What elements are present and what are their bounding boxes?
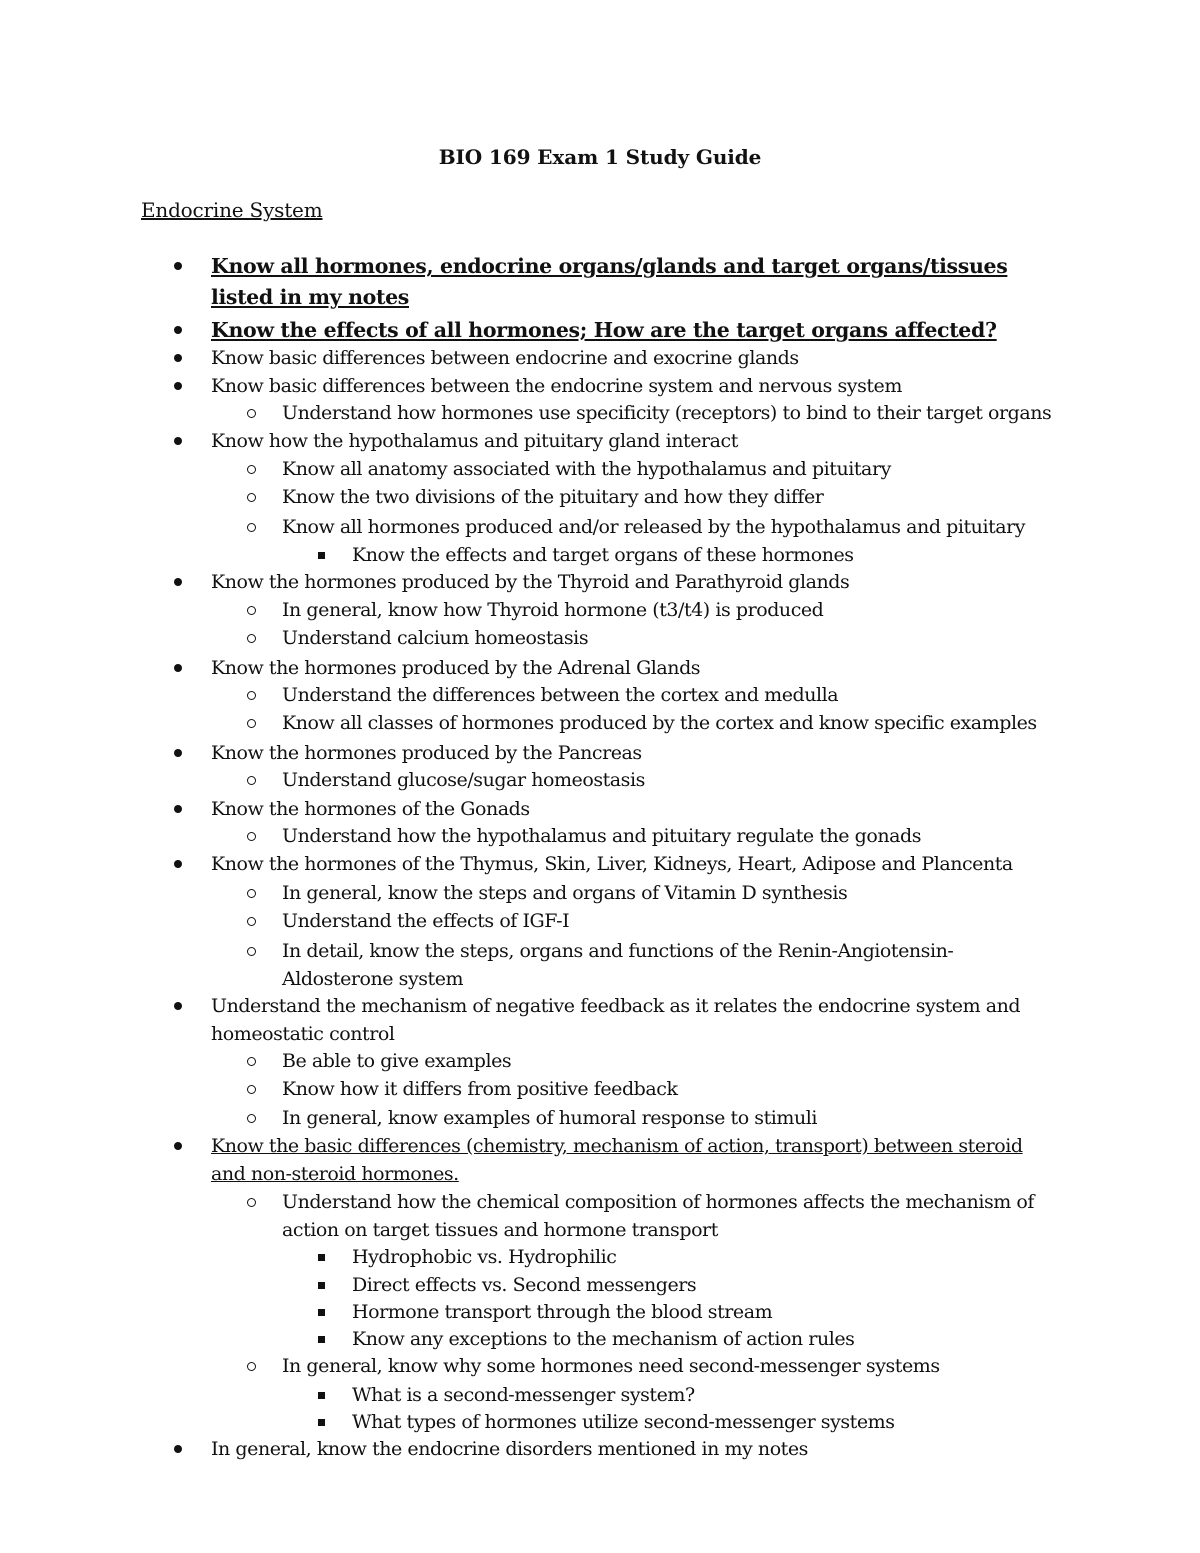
bullet-dot-icon [174, 664, 182, 672]
bullet-circle-icon [247, 493, 256, 502]
bullet-dot-icon [174, 1142, 182, 1150]
outline-item-level-3: Direct effects vs. Second messengers [352, 1274, 697, 1296]
bullet-dot-icon [174, 354, 182, 362]
outline-item-level-1: Know the hormones of the Thymus, Skin, Liver, Kidneys, Heart, Adipose and Plancenta [211, 853, 1013, 875]
outline-item-level-2: Understand the differences between the cortex and medulla [282, 684, 839, 706]
bullet-circle-icon [247, 917, 256, 926]
outline-item-level-2: In detail, know the steps, organs and functions of the Renin-Angiotensin- [282, 940, 954, 962]
outline-item-level-1: Know the hormones produced by the Adrenal Glands [211, 657, 701, 679]
bullet-dot-icon [174, 382, 182, 390]
bullet-dot-icon [174, 437, 182, 445]
bullet-circle-icon [247, 719, 256, 728]
bullet-square-icon [318, 1309, 325, 1316]
bullet-circle-icon [247, 409, 256, 418]
bullet-square-icon [318, 1336, 325, 1343]
outline-item-level-2: In general, know why some hormones need second-messenger systems [282, 1355, 940, 1377]
outline-item-level-2: In general, know examples of humoral response to stimuli [282, 1107, 818, 1129]
outline-item-level-1: Know basic differences between endocrine and exocrine glands [211, 347, 799, 369]
outline-item-level-2: Understand glucose/sugar homeostasis [282, 769, 645, 791]
outline-item-level-1: Know the hormones produced by the Pancreas [211, 742, 642, 764]
bullet-dot-icon [174, 1002, 182, 1010]
bullet-circle-icon [247, 606, 256, 615]
bullet-circle-icon [247, 1057, 256, 1066]
bullet-dot-icon [174, 805, 182, 813]
outline-item-level-2: action on target tissues and hormone transport [282, 1219, 718, 1241]
bullet-dot-icon [174, 262, 182, 270]
bullet-circle-icon [247, 889, 256, 898]
outline-item-level-3: What is a second-messenger system? [352, 1384, 695, 1406]
outline-item-level-2: In general, know how Thyroid hormone (t3/t4) is produced [282, 599, 824, 621]
document-title: BIO 169 Exam 1 Study Guide [438, 145, 762, 169]
outline-item-level-2: Know how it differs from positive feedback [282, 1078, 678, 1100]
outline-item-level-2: Understand how the chemical composition of hormones affects the mechanism of [282, 1191, 1034, 1213]
bullet-dot-icon [174, 860, 182, 868]
outline-item-level-1: homeostatic control [211, 1023, 395, 1045]
outline-item-level-3: Know the effects and target organs of these hormones [352, 544, 854, 566]
outline-item-level-2: Know all hormones produced and/or released by the hypothalamus and pituitary [282, 516, 1026, 538]
bullet-circle-icon [247, 947, 256, 956]
bullet-circle-icon [247, 1198, 256, 1207]
outline-item-level-1: In general, know the endocrine disorders mentioned in my notes [211, 1438, 808, 1460]
outline-item-level-2: Aldosterone system [282, 968, 464, 990]
outline-item-level-3: What types of hormones utilize second-messenger systems [352, 1411, 895, 1433]
outline-item-level-1: Know all hormones, endocrine organs/glands and target organs/tissues [211, 254, 1008, 278]
outline-item-level-1: Know how the hypothalamus and pituitary gland interact [211, 430, 738, 452]
outline-item-level-3: Hydrophobic vs. Hydrophilic [352, 1246, 617, 1268]
outline-item-level-3: Know any exceptions to the mechanism of action rules [352, 1328, 855, 1350]
bullet-dot-icon [174, 326, 182, 334]
outline-item-level-2: Understand how the hypothalamus and pituitary regulate the gonads [282, 825, 922, 847]
bullet-circle-icon [247, 776, 256, 785]
section-heading: Endocrine System [141, 198, 323, 222]
bullet-dot-icon [174, 578, 182, 586]
bullet-circle-icon [247, 1362, 256, 1371]
bullet-square-icon [318, 1282, 325, 1289]
outline-item-level-2: Understand the effects of IGF-I [282, 910, 570, 932]
bullet-square-icon [318, 1254, 325, 1261]
outline-item-level-2: Understand how hormones use specificity (receptors) to bind to their target organs [282, 402, 1052, 424]
outline-item-level-3: Hormone transport through the blood stream [352, 1301, 773, 1323]
bullet-circle-icon [247, 832, 256, 841]
bullet-circle-icon [247, 691, 256, 700]
outline-item-level-1: Know basic differences between the endocrine system and nervous system [211, 375, 902, 397]
bullet-square-icon [318, 1419, 325, 1426]
outline-item-level-2: Be able to give examples [282, 1050, 512, 1072]
outline-item-level-2: Understand calcium homeostasis [282, 627, 589, 649]
outline-item-level-1: Understand the mechanism of negative feedback as it relates the endocrine system and [211, 995, 1021, 1017]
outline-item-level-1: Know the effects of all hormones; How are the target organs affected? [211, 318, 997, 342]
bullet-circle-icon [247, 523, 256, 532]
outline-item-level-1: Know the hormones produced by the Thyroid and Parathyroid glands [211, 571, 850, 593]
bullet-circle-icon [247, 634, 256, 643]
bullet-circle-icon [247, 1114, 256, 1123]
bullet-square-icon [318, 552, 325, 559]
bullet-dot-icon [174, 1445, 182, 1453]
outline-item-level-1: and non-steroid hormones. [211, 1163, 459, 1185]
outline-item-level-2: Know the two divisions of the pituitary and how they differ [282, 486, 824, 508]
bullet-circle-icon [247, 1085, 256, 1094]
outline-item-level-2: Know all classes of hormones produced by the cortex and know specific examples [282, 712, 1037, 734]
bullet-square-icon [318, 1392, 325, 1399]
outline-item-level-1: listed in my notes [211, 285, 409, 309]
outline-item-level-2: Know all anatomy associated with the hypothalamus and pituitary [282, 458, 891, 480]
outline-item-level-1: Know the hormones of the Gonads [211, 798, 530, 820]
bullet-circle-icon [247, 465, 256, 474]
outline-item-level-1: Know the basic differences (chemistry, mechanism of action, transport) between steroid [211, 1135, 1023, 1157]
outline-item-level-2: In general, know the steps and organs of Vitamin D synthesis [282, 882, 848, 904]
bullet-dot-icon [174, 749, 182, 757]
